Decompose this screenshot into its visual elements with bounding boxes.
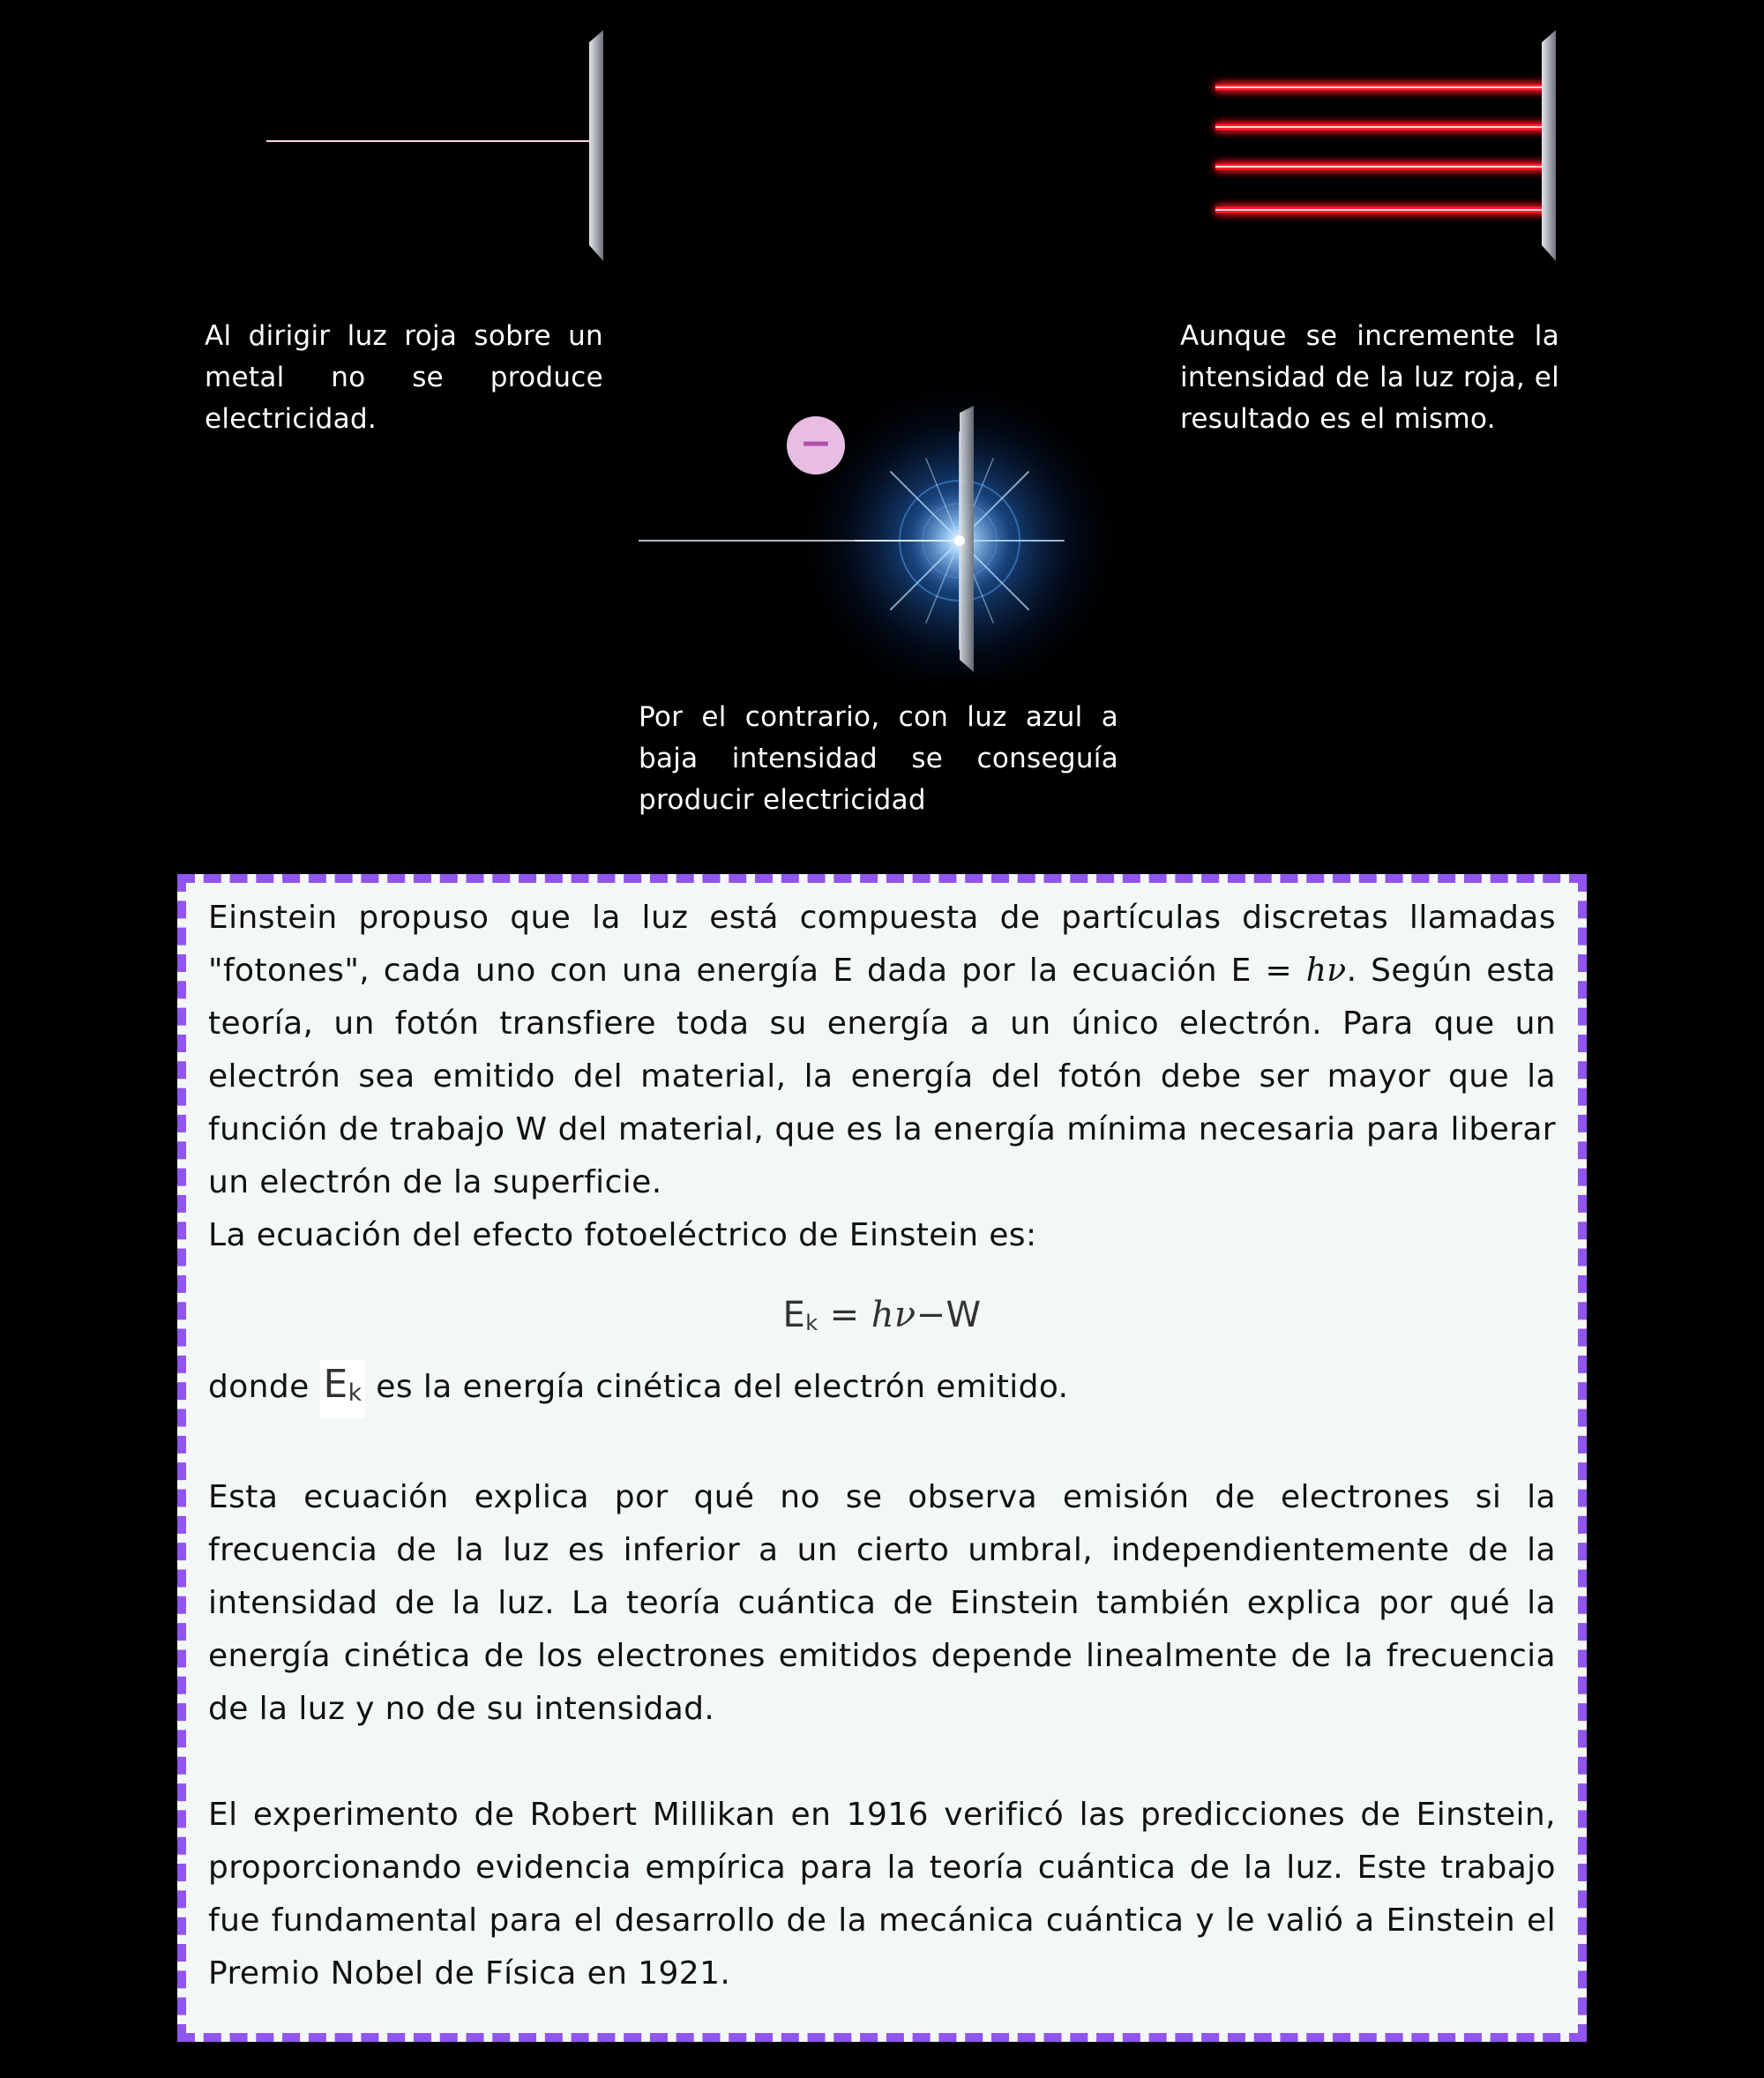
metal-plate: [1542, 30, 1556, 261]
caption-blue: Por el contrario, con luz azul a baja intensidad se conseguía producir electricidad: [639, 701, 1118, 816]
photon-energy-math: hν: [1305, 953, 1347, 989]
eq-sub: k: [805, 1311, 818, 1335]
eq-equals: =: [818, 1295, 871, 1335]
spacer: [208, 1418, 1556, 1471]
eq-e: E: [782, 1295, 806, 1335]
info-paragraph-ek: [208, 1360, 1556, 1418]
caption-red-multi: Aunque se incremente la intensidad de la luz roja, el resultado es el mismo.: [1180, 320, 1559, 435]
eq-hv: hν: [871, 1295, 916, 1335]
red-multi-beam-illustration: [1200, 26, 1570, 265]
electron-icon: [787, 416, 845, 475]
blue-beam-illustration: [635, 379, 1129, 679]
caption-red-single: Al dirigir luz roja sobre un metal no se produce electricidad.: [205, 320, 603, 435]
red-beams: [1215, 87, 1551, 210]
photoelectric-equation: [208, 1289, 1556, 1349]
electron-symbol: −: [799, 421, 833, 466]
spacer: [208, 1736, 1556, 1789]
ek-e: E: [323, 1362, 348, 1407]
text: es la energía cinética del electrón emitido.: [365, 1369, 1069, 1405]
info-paragraph-millikan: El experimento de Robert Millikan en 1916 verificó las predicciones de Einstein, proporcionando evidencia empírica para la teoría cuántica de la luz. Este trabajo fue fundamental para el desarrollo de la mecánica cuántica y le valió a Einstein el Premio Nobel de Física en 1921.: [208, 1797, 1556, 1992]
text: donde: [208, 1369, 320, 1405]
info-paragraph-equation-intro: La ecuación del efecto fotoeléctrico de Einstein es:: [208, 1217, 1037, 1253]
eq-rest: −W: [916, 1295, 982, 1335]
text: . Según esta teoría, un fotón transfiere toda su energía a un único electrón. Para que un electrón sea emitido del material, la energía del fotón debe ser mayor que la función de trabajo W del material, que es la energía mínima necesaria para liberar un electrón de la superficie.: [208, 953, 1556, 1200]
metal-plate: [589, 30, 603, 261]
ek-sub: k: [348, 1379, 363, 1407]
text: Einstein propuso que la luz está compuesta de partículas discretas llamadas "fotones", cada uno con una energía E dada por la ecuación E =: [208, 900, 1556, 989]
info-paragraph-einstein: [208, 892, 1556, 1209]
red-single-beam-illustration: [247, 26, 617, 265]
info-paragraph-threshold: Esta ecuación explica por qué no se observa emisión de electrones si la frecuencia de la luz es inferior a un cierto umbral, independientemente de la intensidad de la luz. La teoría cuántica de Einstein también explica por qué la energía cinética de los electrones emitidos depende linealmente de la frecuencia de la luz y no de su intensidad.: [208, 1479, 1556, 1727]
info-box: [177, 874, 1587, 2042]
ek-symbol: [320, 1360, 366, 1418]
